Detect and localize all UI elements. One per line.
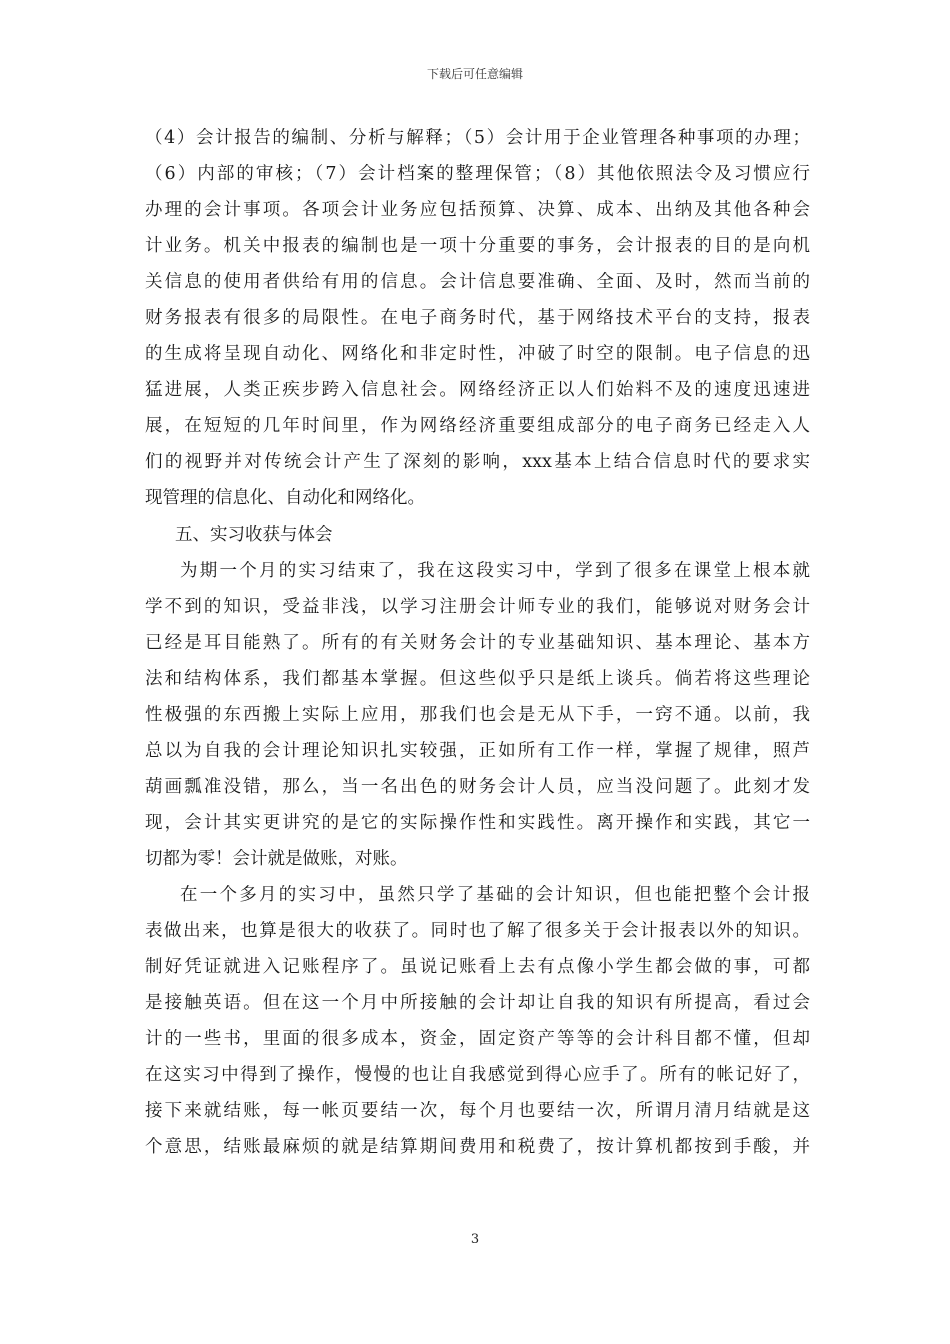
text-line: 关信息的使用者供给有用的信息。会计信息要准确、全面、及时，然而当前的 bbox=[145, 272, 810, 293]
text-line: 为期一个月的实习结束了，我在这段实习中，学到了很多在课堂上根本就 bbox=[180, 560, 810, 581]
text-line: 现，会计其实更讲究的是它的实际操作性和实践性。离开操作和实践，其它一 bbox=[145, 812, 810, 833]
text-line: 表做出来，也算是很大的收获了。同时也了解了很多关于会计报表以外的知识。 bbox=[145, 921, 810, 942]
text-line: 法和结构体系，我们都基本掌握。但这些似乎只是纸上谈兵。倘若将这些理论 bbox=[145, 668, 810, 689]
text-line: 财务报表有很多的局限性。在电子商务时代，基于网络技术平台的支持，报表 bbox=[145, 308, 810, 329]
text-line: 性极强的东西搬上实际上应用，那我们也会是无从下手，一窍不通。以前，我 bbox=[145, 704, 810, 725]
text-line: 接下来就结账，每一帐页要结一次，每个月也要结一次，所谓月清月结就是这 bbox=[145, 1101, 810, 1122]
text-line: 总以为自我的会计理论知识扎实较强，正如所有工作一样，掌握了规律，照芦 bbox=[145, 740, 810, 761]
text-line: 葫画瓢准没错，那么，当一名出色的财务会计人员，应当没问题了。此刻才发 bbox=[145, 776, 810, 797]
text-line: 在一个多月的实习中，虽然只学了基础的会计知识，但也能把整个会计报 bbox=[180, 884, 810, 905]
text-line: 制好凭证就进入记账程序了。虽说记账看上去有点像小学生都会做的事，可都 bbox=[145, 957, 810, 978]
text-line: 切都为零！会计就是做账，对账。 bbox=[145, 848, 408, 869]
text-line: （4）会计报告的编制、分析与解释；（5）会计用于企业管理各种事项的办理； bbox=[145, 128, 810, 148]
text-line: （6）内部的审核；（7）会计档案的整理保管；（8）其他依照法令及习惯应行 bbox=[145, 164, 810, 185]
text-line: 在这实习中得到了操作，慢慢的也让自我感觉到得心应手了。所有的帐记好了， bbox=[145, 1065, 810, 1086]
page-header-note: 下载后可任意编辑 bbox=[426, 67, 523, 81]
text-line: 现管理的信息化、自动化和网络化。 bbox=[145, 488, 425, 509]
text-line: 已经是耳目能熟了。所有的有关财务会计的专业基础知识、基本理论、基本方 bbox=[145, 632, 810, 653]
text-line: 猛进展，人类正疾步跨入信息社会。网络经济正以人们始料不及的速度迅速进 bbox=[145, 380, 810, 401]
text-line: 办理的会计事项。各项会计业务应包括预算、决算、成本、出纳及其他各种会 bbox=[145, 200, 810, 221]
text-line: 计的一些书，里面的很多成本，资金，固定资产等等的会计科目都不懂，但却 bbox=[145, 1029, 810, 1050]
text-line: 展，在短短的几年时间里，作为网络经济重要组成部分的电子商务已经走入人 bbox=[145, 416, 810, 437]
text-line: 学不到的知识，受益非浅，以学习注册会计师专业的我们，能够说对财务会计 bbox=[145, 596, 810, 617]
text-line: 个意思，结账最麻烦的就是结算期间费用和税费了，按计算机都按到手酸，并 bbox=[145, 1137, 810, 1158]
text-line: 的生成将呈现自动化、网络化和非定时性，冲破了时空的限制。电子信息的迅 bbox=[145, 344, 810, 365]
text-line: 是接触英语。但在这一个月中所接触的会计却让自我的知识有所提高，看过会 bbox=[145, 993, 810, 1014]
text-line: 计业务。机关中报表的编制也是一项十分重要的事务，会计报表的目的是向机 bbox=[145, 236, 810, 257]
document-body bbox=[145, 120, 810, 1165]
text-line: 们的视野并对传统会计产生了深刻的影响，xxx基本上结合信息时代的要求实 bbox=[145, 452, 810, 473]
page-number: 3 bbox=[470, 1232, 480, 1247]
section-heading: 五、实习收获与体会 bbox=[175, 524, 333, 545]
